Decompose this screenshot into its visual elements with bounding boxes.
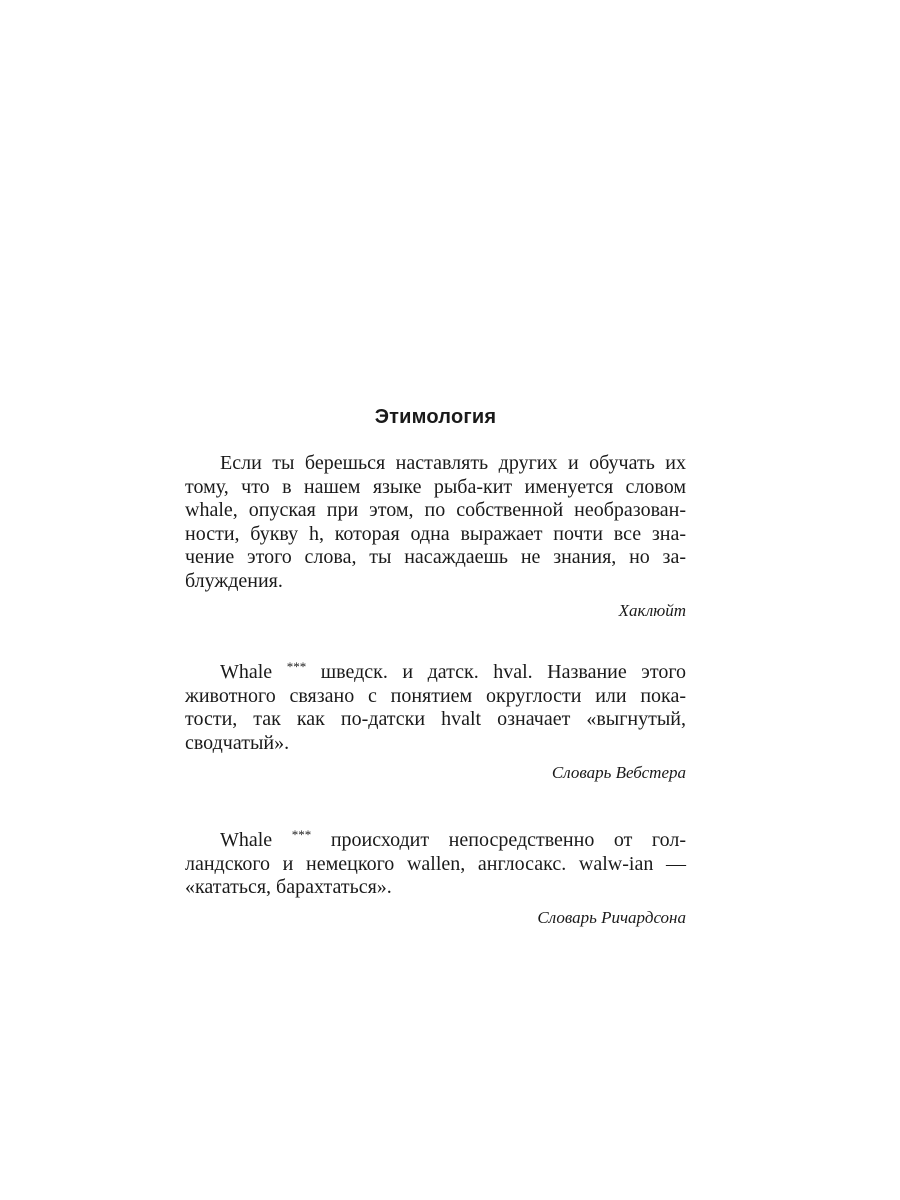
text-line: ландского и немецкого wallen, англосакс. walw-ian — — [185, 852, 686, 875]
omission-marker: *** — [291, 827, 312, 842]
text-line: блуждения. — [185, 569, 283, 592]
epigraph-source: Хаклюйт — [618, 601, 686, 620]
text-line: ности, букву h, которая одна выражает почти все зна- — [185, 522, 686, 545]
omission-marker: *** — [286, 659, 307, 674]
epigraph-source: Словарь Вебстера — [551, 763, 686, 782]
epigraph-text — [185, 829, 686, 900]
headword: Whale — [220, 661, 273, 683]
text-line: Если ты берешься наставлять других и обучать их — [220, 452, 686, 474]
epigraph-webster — [185, 661, 686, 784]
text-line: тому, что в нашем языке рыба-кит именуется словом — [185, 475, 686, 498]
text-line: whale, опуская при этом, по собственной необразован- — [185, 499, 686, 521]
text-line: «кататься, барахтаться». — [185, 876, 392, 898]
line-rest: шведск. и датск. hval. Название этого — [320, 661, 687, 683]
text-line: тости, так как по-датски hvalt означает «выгнутый, — [185, 708, 686, 730]
epigraph-hakluyt — [185, 452, 686, 622]
text-line — [185, 661, 686, 685]
epigraph-text — [185, 661, 686, 755]
text-line: чение этого слова, ты насаждаешь не знания, но за- — [185, 546, 686, 568]
headword: Whale — [220, 829, 273, 851]
text-line: животного связано с понятием округлости или пока- — [185, 684, 686, 707]
epigraph-text — [185, 452, 686, 593]
text-line — [185, 829, 686, 853]
line-rest: происходит непосредственно от гол- — [330, 829, 687, 851]
epigraph-richardson — [185, 829, 686, 929]
epigraph-source: Словарь Ричардсона — [537, 907, 686, 927]
section-title: Этимология — [374, 406, 497, 428]
text-line: сводчатый». — [185, 731, 290, 754]
